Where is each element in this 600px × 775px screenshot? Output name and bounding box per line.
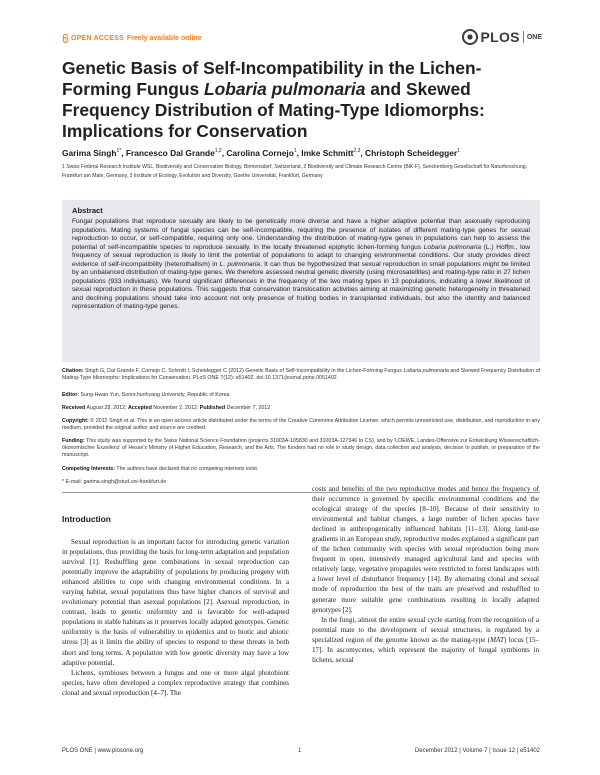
author-name[interactable]: Imke Schmitt — [301, 148, 354, 158]
dates-line — [62, 405, 540, 412]
accepted-label: Accepted — [127, 405, 152, 411]
title-species: Lobaria pulmonaria — [204, 79, 366, 99]
abstract-text — [72, 218, 530, 312]
received-date: August 28, 2012; — [85, 405, 128, 411]
funding-line — [62, 438, 540, 460]
published-date: December 7, 2012 — [225, 405, 271, 411]
competing-text: The authors have declared that no competing interests exist. — [114, 466, 259, 472]
abstract-part: (L.) Hoffm., low frequency of sexual reproduction is likely to limit the potential of populations to adapt to changing environmental conditions. Our study provides direct evidence of self-incompatibility (heterothallism) in — [72, 243, 530, 268]
editor-line — [62, 392, 540, 399]
footer-issue-info: December 2012 | Volume 7 | Issue 12 | e51402 — [414, 748, 540, 754]
author-name[interactable]: Francesco Dal Grande — [125, 148, 215, 158]
paragraph-part: ) locus [15–17]. In ascomycetes, which represent the majority of fungal symbionts in lichens, sexual — [312, 635, 539, 664]
affiliations: 1 Swiss Federal Research Institute WSL, Biodiversity and Conservation Biology, Birmensdorf, Switzerland, 2 Biodiversity and Climate Research Centre (BiK-F), Senckenberg Gesellschaft für Naturforschung, Frankfurt am Main, Germany, 3 Institute of Ecology, Evolution and Diversity, Goethe Universität, Frankfurt, Germany — [62, 164, 528, 179]
competing-interests-line — [62, 466, 540, 473]
plos-logo-icon — [462, 29, 478, 45]
published-label: Published — [199, 405, 226, 411]
abstract-species: Lobaria pulmonaria — [423, 243, 482, 251]
open-access-badge[interactable] — [62, 34, 202, 43]
journal-name: PLOS — [480, 29, 520, 45]
journal-subname: ONE — [526, 33, 542, 41]
plos-one-logo[interactable] — [462, 29, 543, 45]
funding-text: This study was supported by the Swiss National Science Foundation (projects 31003A-105830 and 31003A-127346 to CS), and by 'LOEWE, Landes-Offensive zur Entwicklung Wissenschaftlich-ökonomischer Exzellenz' of Hesse's Ministry of Higher Education, Research, and the Arts. The funders had no role in study design, data collection and analysis, decision to publish, or preparation of the manuscript. — [62, 438, 540, 459]
right-column — [312, 484, 539, 665]
paragraph: costs and benefits of the two reproductive modes and hence the frequency of their occurrence is governed by specific environmental conditions and the ecological strategy of the species [8–10]. Because of their sensitivity to environmental and habitat changes, a large number of lichen species have declined in anthropogenically influenced habitats [11–13]. Along land-use gradients in an European study, reproductive modes explained a significant part of the lichen community with species with sexual reproduction being more frequent in open, intensively managed agricultural land and species with relatively large, vegetative propagules were restricted to forest landscapes with a lower level of disturbance frequency [14]. By alternating clonal and sexual mode of reproduction the best of the traits are preserved and reshuffled to generate more suitable gene combinations resulting in locally adapted genotypes [2]. — [312, 485, 539, 614]
open-access-label: OPEN ACCESS — [71, 35, 124, 42]
email-line[interactable]: * E-mail: garima.singh@stud.uni-frankfurt.de — [62, 479, 167, 485]
citation — [62, 368, 540, 382]
funding-label: Funding: — [62, 438, 85, 444]
paragraph-part: In the fungi, almost the entire sexual cycle starting from the recognition of a potential mate to the development of sexual structures, is regulated by a specialized region of the genome known as the mating-type ( — [312, 615, 539, 644]
introduction-heading: Introduction — [62, 514, 111, 524]
abstract-part: Fungal populations that reproduce sexually are likely to be genetically more diverse and have a higher adaptive potential than asexually reproducing populations. Mating systems of fungal species can be self-incompatible, requiring the presence of isolates of different mating-type genes for sexual reproduction to occur, or self-compatible, requiring only one. Understanding the distribution of mating-type genes in populations can help to assess the potential of self-incompatible species to reproduce sexually. In the locally threatened epiphytic lichen-forming fungus — [72, 218, 530, 251]
copyright-text: © 2012 Singh et al. This is an open-access article distributed under the terms of the Creative Commons Attribution License, which permits unrestricted use, distribution, and reproduction in any medium, provided the original author and source are credited. — [62, 418, 540, 432]
page-number: 1 — [298, 748, 302, 754]
title-part-b: and Skewed Frequency Distribution of Mating-Type Idiomorphs: Implications for Conservation — [62, 79, 485, 141]
mat-locus-term: MAT — [490, 635, 505, 644]
citation-label: Citation: — [62, 368, 84, 374]
left-column — [62, 537, 289, 698]
paragraph — [312, 615, 539, 665]
article-title — [62, 58, 542, 142]
author-affiliation-mark: 2,3 — [353, 148, 361, 155]
accepted-date: November 2, 2012; — [151, 405, 200, 411]
editor-text: Sung-Hwan Yun, Soonchunhyang University, Republic of Korea — [79, 392, 230, 398]
citation-text: Singh G, Dal Grande F, Cornejo C, Schmitt I, Scheidegger C (2012) Genetic Basis of Self-Incompatibility in the Lichen-Forming Fungus — [83, 368, 404, 374]
author-name[interactable]: Carolina Cornejo — [226, 148, 294, 158]
citation-text[interactable]: and Skewed Frequency Distribution of Mating-Type Idiomorphs: Implications for Conservation. PLoS ONE 7(12): e51402. doi:10.1371/journal.pone.0051402 — [62, 368, 540, 382]
author-list: Garima Singh$^{1*}$, Francesco Dal Grande$^{1,2}$, Carolina Cornejo$^1$, Imke Schmitt$^{2,3}$, Christoph Scheidegger$^1$ — [62, 148, 460, 158]
abstract-box — [62, 200, 540, 362]
citation-species: Lobaria pulmonaria — [403, 368, 449, 374]
competing-label: Competing Interests: — [62, 466, 115, 472]
freely-available-label: Freely available online — [126, 35, 202, 42]
author-affiliation-mark: 1,2 — [214, 148, 222, 155]
title-part-a: Genetic Basis of Self-Incompatibility in the Lichen-Forming Fungus — [62, 58, 482, 99]
author-name[interactable]: Garima Singh — [62, 148, 117, 158]
copyright-label: Copyright: — [62, 418, 89, 424]
open-lock-icon — [62, 34, 69, 43]
footer-journal-url[interactable]: PLOS ONE | www.plosone.org — [62, 748, 144, 754]
received-label: Received — [62, 405, 86, 411]
abstract-heading: Abstract — [72, 206, 103, 215]
logo-divider — [523, 31, 524, 43]
editor-label: Editor: — [62, 392, 80, 398]
author-affiliation-mark: 1 — [293, 148, 297, 155]
paragraph: Sexual reproduction is an important factor for introducing genetic variation in populations, thus providing the basis for long-term adaptation and population survival [1]. Reshuffling gene combinations in sexual reproduction can potentially improve the adaptability of populations by producing progeny with enhanced abilities to cope with changing environmental conditions. In a varying habitat, sexual populations thus have higher chances of survival and evolutionary potential than asexual populations [2]. Asexual reproduction, in contrast, leads to genetic uniformity and is favorable for well-adapted populations in stable habitats as it preserves locally adapted genotypes. Genetic uniformity is the basis of vulnerability to epidemics and to biotic and abiotic stress [3] as it limits the ability of species to respond to these threats in both short and long terms. A population with low genetic diversity may have a low adaptive potential. — [62, 538, 289, 667]
author-affiliation-mark: 1 — [457, 148, 460, 155]
paragraph: Lichens, symbioses between a fungus and one or more algal photobiont species, have often developed a complex reproductive strategy that combines clonal and sexual reproduction [4–7]. The — [62, 668, 289, 697]
author-affiliation-mark: 1* — [116, 148, 122, 155]
copyright-line — [62, 418, 540, 432]
author-name[interactable]: Christoph Scheidegger — [365, 148, 458, 158]
abstract-species: L. pulmonaria — [219, 260, 261, 268]
abstract-part: . It can thus be hypothesized that sexual reproduction in small populations might be limited by an unbalanced distribution of mating-type genes. We therefore assessed neutral genetic diversity (using microsatellites) and mating-type ratio in 27 lichen populations (933 individuals). We found significant differences in the frequency of the two mating types in 13 populations, indicating a lower likelihood of sexual reproduction in these populations. This suggests that conservation translocation activities aiming at maximizing genetic heterogeneity in threatened and declining populations should take into account not only presence of fruiting bodies in transplanted individuals, but also the identity and balanced representation of mating-type genes. — [72, 260, 530, 311]
